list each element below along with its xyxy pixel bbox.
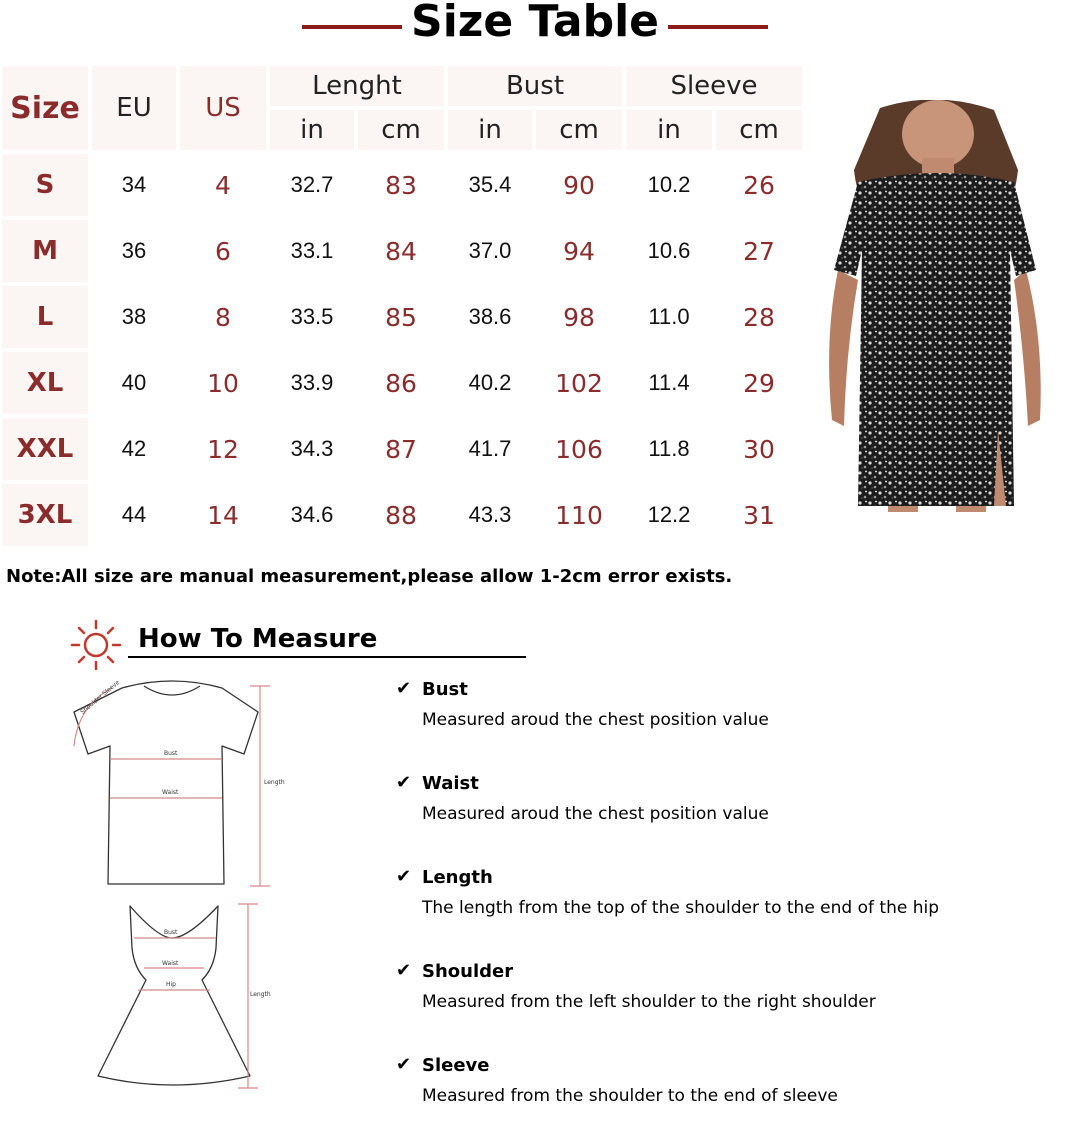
header-eu bbox=[92, 66, 176, 150]
cell-length-cm bbox=[358, 484, 444, 546]
table-cell-value: 43.3 bbox=[468, 502, 512, 527]
header-length-in bbox=[270, 110, 354, 150]
table-cell-value: XXL bbox=[16, 434, 74, 464]
measure-item-sleeve bbox=[396, 1054, 1036, 1144]
cell-length-in bbox=[270, 418, 354, 480]
table-cell-value: 4 bbox=[215, 170, 231, 200]
table-cell-value: 90 bbox=[563, 170, 595, 200]
how-to-measure-underline bbox=[128, 656, 526, 658]
cell-bust-in bbox=[448, 484, 532, 546]
cell-us bbox=[180, 484, 266, 546]
cell-size bbox=[2, 220, 88, 282]
table-cell-value: 11.0 bbox=[648, 304, 690, 329]
unit-cm-label: cm bbox=[381, 115, 421, 145]
measure-item-bust bbox=[396, 678, 1036, 768]
table-cell-value: 12 bbox=[207, 434, 239, 464]
cell-eu bbox=[92, 418, 176, 480]
cell-size bbox=[2, 484, 88, 546]
cell-us bbox=[180, 418, 266, 480]
cell-sleeve-cm bbox=[716, 154, 802, 216]
unit-in-label: in bbox=[300, 115, 324, 145]
cell-eu bbox=[92, 484, 176, 546]
cell-length-in bbox=[270, 286, 354, 348]
table-cell-value: 11.8 bbox=[648, 436, 690, 461]
header-us bbox=[180, 66, 266, 150]
unit-in-label: in bbox=[657, 115, 681, 145]
measure-desc: Measured from the shoulder to the end of sleeve bbox=[422, 1086, 838, 1106]
table-cell-value: 86 bbox=[385, 368, 417, 398]
table-cell-value: 33.1 bbox=[290, 238, 334, 263]
cell-size bbox=[2, 418, 88, 480]
table-cell-value: 35.4 bbox=[468, 172, 512, 197]
header-sleeve bbox=[626, 66, 802, 106]
cell-eu bbox=[92, 220, 176, 282]
header-size bbox=[2, 66, 88, 150]
cell-us bbox=[180, 154, 266, 216]
title-line-left bbox=[302, 25, 402, 29]
measure-label: Sleeve bbox=[422, 1055, 490, 1076]
cell-eu bbox=[92, 154, 176, 216]
table-cell-value: 110 bbox=[555, 500, 603, 530]
header-length bbox=[270, 66, 444, 106]
measure-item-shoulder bbox=[396, 960, 1036, 1050]
check-icon: ✔ bbox=[396, 866, 412, 887]
cell-sleeve-in bbox=[626, 154, 712, 216]
measure-label: Bust bbox=[422, 679, 468, 700]
table-cell-value: 94 bbox=[563, 236, 595, 266]
sun-icon bbox=[70, 618, 122, 670]
cell-bust-cm bbox=[536, 220, 622, 282]
cell-length-in bbox=[270, 352, 354, 414]
table-cell-value: 11.4 bbox=[648, 370, 690, 395]
measure-desc: The length from the top of the shoulder to the end of the hip bbox=[422, 898, 939, 918]
cell-sleeve-cm bbox=[716, 418, 802, 480]
cell-bust-cm bbox=[536, 484, 622, 546]
measure-item-length bbox=[396, 866, 1036, 956]
diagram-label-length: Length bbox=[264, 779, 285, 786]
cell-bust-cm bbox=[536, 154, 622, 216]
cell-sleeve-in bbox=[626, 418, 712, 480]
measure-label: Shoulder bbox=[422, 961, 514, 982]
table-cell-value: S bbox=[35, 170, 55, 200]
cell-bust-in bbox=[448, 352, 532, 414]
header-length-cm bbox=[358, 110, 444, 150]
unit-cm-label: cm bbox=[739, 115, 779, 145]
cell-length-cm bbox=[358, 352, 444, 414]
table-cell-value: 40 bbox=[121, 370, 147, 395]
header-sleeve-in bbox=[626, 110, 712, 150]
table-cell-value: 40.2 bbox=[468, 370, 512, 395]
table-cell-value: 42 bbox=[121, 436, 147, 461]
cell-length-in bbox=[270, 220, 354, 282]
cell-eu bbox=[92, 286, 176, 348]
table-cell-value: L bbox=[36, 302, 54, 332]
cell-length-cm bbox=[358, 220, 444, 282]
cell-length-cm bbox=[358, 154, 444, 216]
table-cell-value: 85 bbox=[385, 302, 417, 332]
table-cell-value: 102 bbox=[555, 368, 603, 398]
table-cell-value: 33.9 bbox=[290, 370, 334, 395]
header-bust bbox=[448, 66, 622, 106]
measurement-note: Note:All size are manual measurement,please allow 1-2cm error exists. bbox=[6, 566, 733, 587]
diagram-label-waist: Waist bbox=[162, 789, 179, 796]
cell-sleeve-in bbox=[626, 484, 712, 546]
table-cell-value: 10 bbox=[207, 368, 239, 398]
table-cell-value: 38.6 bbox=[468, 304, 512, 329]
table-cell-value: 29 bbox=[743, 368, 775, 398]
cell-sleeve-in bbox=[626, 286, 712, 348]
measure-desc: Measured aroud the chest position value bbox=[422, 804, 769, 824]
how-to-measure-title: How To Measure bbox=[138, 624, 378, 654]
header-sleeve-label: Sleeve bbox=[670, 71, 758, 101]
table-cell-value: 84 bbox=[385, 236, 417, 266]
cell-bust-cm bbox=[536, 352, 622, 414]
header-bust-label: Bust bbox=[505, 71, 565, 101]
check-icon: ✔ bbox=[396, 960, 412, 981]
table-cell-value: 34 bbox=[121, 172, 147, 197]
cell-sleeve-cm bbox=[716, 352, 802, 414]
cell-sleeve-cm bbox=[716, 484, 802, 546]
header-sleeve-cm bbox=[716, 110, 802, 150]
table-cell-value: 41.7 bbox=[468, 436, 512, 461]
table-cell-value: 87 bbox=[385, 434, 417, 464]
table-cell-value: 34.6 bbox=[290, 502, 334, 527]
diagram-label-waist: Waist bbox=[162, 960, 179, 967]
cell-sleeve-in bbox=[626, 352, 712, 414]
table-cell-value: 28 bbox=[743, 302, 775, 332]
cell-bust-in bbox=[448, 154, 532, 216]
measurement-diagram bbox=[72, 676, 302, 1116]
size-table bbox=[2, 66, 802, 546]
table-cell-value: 8 bbox=[215, 302, 231, 332]
cell-sleeve-cm bbox=[716, 220, 802, 282]
table-cell-value: 34.3 bbox=[290, 436, 334, 461]
measure-label: Waist bbox=[422, 773, 479, 794]
table-cell-value: M bbox=[32, 236, 58, 266]
diagram-label-bust: Bust bbox=[164, 929, 178, 936]
table-cell-value: 3XL bbox=[17, 500, 73, 530]
cell-bust-in bbox=[448, 286, 532, 348]
cell-sleeve-cm bbox=[716, 286, 802, 348]
table-cell-value: 38 bbox=[121, 304, 147, 329]
cell-size bbox=[2, 352, 88, 414]
cell-length-cm bbox=[358, 286, 444, 348]
table-cell-value: 37.0 bbox=[468, 238, 512, 263]
table-cell-value: 33.5 bbox=[290, 304, 334, 329]
measure-item-waist bbox=[396, 772, 1036, 862]
table-cell-value: 6 bbox=[215, 236, 231, 266]
check-icon: ✔ bbox=[396, 1054, 412, 1075]
header-length-label: Lenght bbox=[312, 71, 402, 101]
diagram-label-shoulder-sleeve: Shoulder Sleeve bbox=[79, 679, 122, 716]
title-line-right bbox=[668, 25, 768, 29]
table-cell-value: 36 bbox=[121, 238, 147, 263]
cell-sleeve-in bbox=[626, 220, 712, 282]
table-cell-value: XL bbox=[26, 368, 64, 398]
header-bust-cm bbox=[536, 110, 622, 150]
table-cell-value: 26 bbox=[743, 170, 775, 200]
measure-label: Length bbox=[422, 867, 493, 888]
table-cell-value: 27 bbox=[743, 236, 775, 266]
unit-cm-label: cm bbox=[559, 115, 599, 145]
cell-us bbox=[180, 286, 266, 348]
diagram-label-bust: Bust bbox=[164, 750, 178, 757]
table-cell-value: 30 bbox=[743, 434, 775, 464]
check-icon: ✔ bbox=[396, 678, 412, 699]
cell-size bbox=[2, 286, 88, 348]
table-cell-value: 83 bbox=[385, 170, 417, 200]
title-banner bbox=[0, 0, 1070, 52]
cell-bust-cm bbox=[536, 286, 622, 348]
cell-eu bbox=[92, 352, 176, 414]
table-cell-value: 12.2 bbox=[647, 502, 691, 527]
header-eu-label: EU bbox=[116, 93, 152, 123]
header-size-label: Size bbox=[10, 90, 80, 126]
cell-length-in bbox=[270, 484, 354, 546]
header-bust-in bbox=[448, 110, 532, 150]
measure-desc: Measured from the left shoulder to the right shoulder bbox=[422, 992, 876, 1012]
header-us-label: US bbox=[205, 93, 241, 123]
cell-bust-in bbox=[448, 220, 532, 282]
table-cell-value: 44 bbox=[121, 502, 147, 527]
measure-desc: Measured aroud the chest position value bbox=[422, 710, 769, 730]
cell-us bbox=[180, 352, 266, 414]
cell-size bbox=[2, 154, 88, 216]
page-title: Size Table bbox=[411, 0, 659, 47]
table-cell-value: 98 bbox=[563, 302, 595, 332]
table-cell-value: 32.7 bbox=[290, 172, 334, 197]
diagram-label-hip: Hip bbox=[166, 981, 176, 988]
cell-bust-cm bbox=[536, 418, 622, 480]
cell-bust-in bbox=[448, 418, 532, 480]
unit-in-label: in bbox=[478, 115, 502, 145]
table-cell-value: 10.6 bbox=[647, 238, 691, 263]
table-cell-value: 106 bbox=[555, 434, 603, 464]
cell-length-in bbox=[270, 154, 354, 216]
model-photo bbox=[818, 100, 1054, 512]
table-cell-value: 10.2 bbox=[647, 172, 691, 197]
cell-us bbox=[180, 220, 266, 282]
table-cell-value: 88 bbox=[385, 500, 417, 530]
table-cell-value: 31 bbox=[743, 500, 775, 530]
table-cell-value: 14 bbox=[207, 500, 239, 530]
cell-length-cm bbox=[358, 418, 444, 480]
diagram-label-length: Length bbox=[250, 991, 271, 998]
check-icon: ✔ bbox=[396, 772, 412, 793]
